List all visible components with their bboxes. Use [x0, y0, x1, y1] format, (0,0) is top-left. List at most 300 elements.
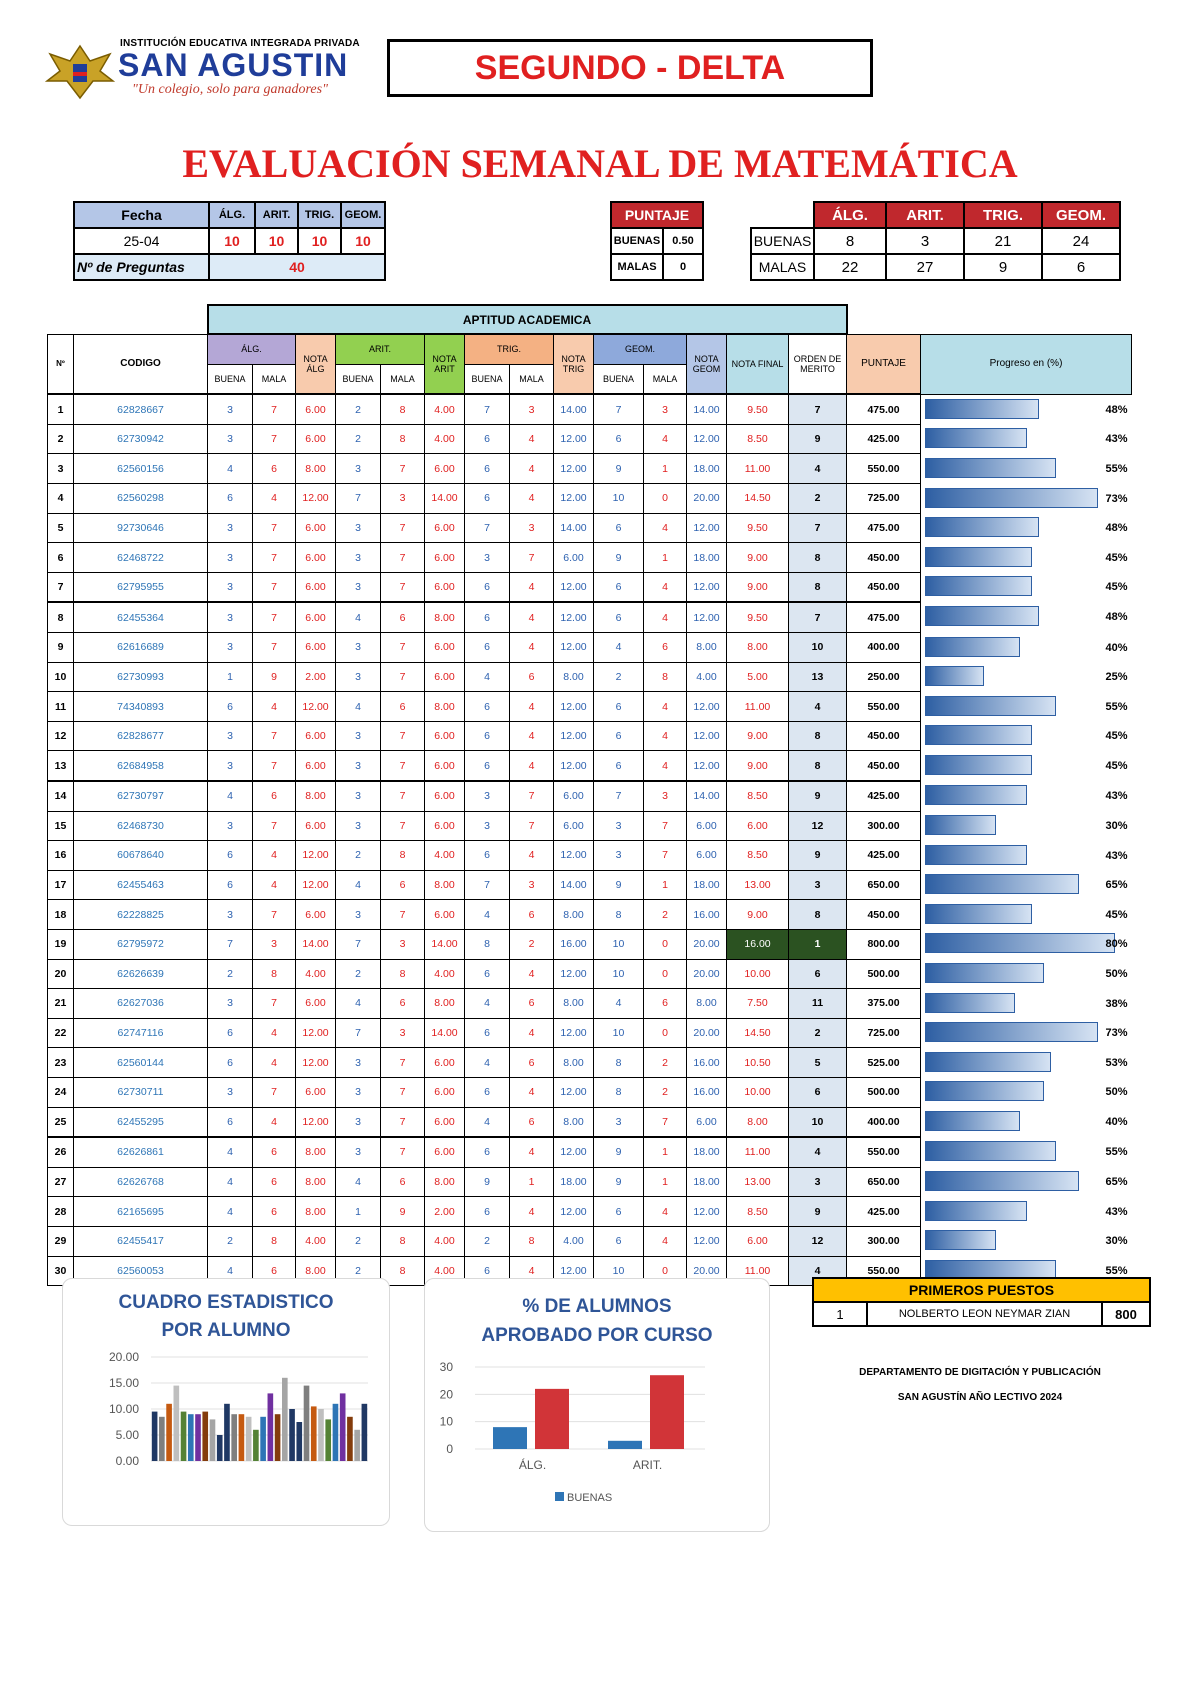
nota-final: 10.00 [727, 1077, 789, 1107]
nota-alg: 12.00 [296, 692, 336, 722]
row-index: 19 [48, 929, 74, 959]
nota-geom: 6.00 [687, 1107, 727, 1137]
y-tick-label: 20.00 [108, 1350, 139, 1364]
nota-geom: 20.00 [687, 1256, 727, 1286]
row-codigo: 62747116 [74, 1018, 208, 1048]
col-trig: TRIG. [465, 334, 554, 364]
nota-alg: 8.00 [296, 781, 336, 811]
geom-buena: 10 [594, 929, 644, 959]
nota-arit: 6.00 [425, 1048, 465, 1078]
nota-alg: 12.00 [296, 484, 336, 514]
y-tick-label: 0 [446, 1442, 453, 1456]
row-index: 8 [48, 602, 74, 632]
nota-final: 7.50 [727, 989, 789, 1019]
alg-mala: 8 [253, 959, 296, 989]
geom-mala: 4 [644, 1197, 687, 1227]
progress-bar [925, 963, 1044, 983]
trig-buena: 4 [465, 900, 510, 930]
puntaje: 475.00 [847, 513, 921, 543]
school-name: SAN AGUSTIN [118, 47, 349, 83]
row-index: 1 [48, 394, 74, 424]
geom-mala: 7 [644, 1107, 687, 1137]
row-index: 18 [48, 900, 74, 930]
progress-cell [921, 989, 1132, 1019]
sum-col-arit: ARIT. [886, 202, 964, 228]
progress-percent: 73% [1105, 492, 1128, 505]
orden-merito: 12 [789, 1226, 847, 1256]
student-bar [354, 1430, 360, 1461]
arit-mala: 7 [381, 454, 425, 484]
trig-mala: 2 [510, 929, 554, 959]
nota-trig: 12.00 [554, 484, 594, 514]
progress-bar [925, 845, 1027, 865]
geom-buena: 6 [594, 692, 644, 722]
legend-label: BUENAS [567, 1492, 613, 1504]
progress-cell [921, 870, 1132, 900]
alg-buena: 3 [208, 513, 253, 543]
nota-geom: 20.00 [687, 1018, 727, 1048]
nota-trig: 12.00 [554, 959, 594, 989]
alg-buena: 6 [208, 841, 253, 871]
nota-final: 8.50 [727, 781, 789, 811]
nota-trig: 6.00 [554, 543, 594, 573]
trig-mala: 4 [510, 454, 554, 484]
row-codigo: 62684958 [74, 751, 208, 781]
nota-trig: 4.00 [554, 1226, 594, 1256]
nota-trig: 12.00 [554, 1077, 594, 1107]
eagle-crest-icon [45, 36, 115, 106]
nota-geom: 16.00 [687, 900, 727, 930]
row-index: 2 [48, 424, 74, 454]
puntaje: 725.00 [847, 1018, 921, 1048]
arit-buena: 3 [336, 513, 381, 543]
nota-final: 14.50 [727, 484, 789, 514]
arit-buena: 7 [336, 929, 381, 959]
nota-final: 9.50 [727, 394, 789, 424]
nota-alg: 12.00 [296, 1018, 336, 1048]
geom-mala: 7 [644, 841, 687, 871]
geom-mala: 2 [644, 1048, 687, 1078]
orden-merito: 9 [789, 1197, 847, 1227]
nota-alg: 6.00 [296, 1077, 336, 1107]
row-index: 9 [48, 633, 74, 663]
row-index: 6 [48, 543, 74, 573]
sum-col-alg: ÁLG. [814, 202, 886, 228]
course-bar [493, 1427, 527, 1449]
trig-mala: 4 [510, 1256, 554, 1286]
table-row [48, 900, 1132, 930]
arit-mala: 7 [381, 662, 425, 692]
progress-bar [925, 755, 1032, 775]
alg-mala: 4 [253, 841, 296, 871]
nota-trig: 8.00 [554, 900, 594, 930]
alg-buena: 6 [208, 870, 253, 900]
sum-buenas-trig: 21 [964, 228, 1042, 254]
nota-arit: 6.00 [425, 721, 465, 751]
nota-alg: 6.00 [296, 513, 336, 543]
alg-mala: 7 [253, 1077, 296, 1107]
alg-mala: 7 [253, 602, 296, 632]
alg-buena: 3 [208, 989, 253, 1019]
alg-mala: 7 [253, 394, 296, 424]
progress-percent: 30% [1105, 820, 1128, 833]
info-col-alg: ÁLG. [209, 202, 255, 228]
orden-merito: 6 [789, 1077, 847, 1107]
arit-mala: 7 [381, 1048, 425, 1078]
nota-trig: 12.00 [554, 454, 594, 484]
orden-merito: 5 [789, 1048, 847, 1078]
alg-mala: 6 [253, 1256, 296, 1286]
progress-bar [925, 666, 984, 686]
progress-cell [921, 1137, 1132, 1167]
geom-buena: 2 [594, 662, 644, 692]
col-trig-buena: BUENA [465, 364, 510, 394]
nota-geom: 16.00 [687, 1077, 727, 1107]
orden-merito: 9 [789, 841, 847, 871]
arit-mala: 7 [381, 543, 425, 573]
nota-arit: 6.00 [425, 900, 465, 930]
top-places-table [812, 1277, 1151, 1327]
progress-cell [921, 929, 1132, 959]
arit-buena: 2 [336, 424, 381, 454]
trig-buena: 6 [465, 1256, 510, 1286]
nota-geom: 6.00 [687, 841, 727, 871]
student-bar [166, 1404, 172, 1461]
institution-name: INSTITUCIÓN EDUCATIVA INTEGRADA PRIVADA [120, 38, 360, 49]
chart-students-svg [63, 1343, 389, 1523]
progress-bar [925, 517, 1039, 537]
col-trig-mala: MALA [510, 364, 554, 394]
nota-final: 11.00 [727, 1137, 789, 1167]
row-index: 25 [48, 1107, 74, 1137]
arit-buena: 3 [336, 543, 381, 573]
nota-alg: 14.00 [296, 929, 336, 959]
nota-trig: 14.00 [554, 513, 594, 543]
table-row [48, 454, 1132, 484]
progress-percent: 73% [1105, 1027, 1128, 1040]
trig-mala: 4 [510, 841, 554, 871]
alg-mala: 9 [253, 662, 296, 692]
nota-trig: 12.00 [554, 1256, 594, 1286]
trig-buena: 6 [465, 1137, 510, 1167]
progress-percent: 25% [1105, 671, 1128, 684]
table-row [48, 602, 1132, 632]
alg-mala: 4 [253, 1048, 296, 1078]
alg-mala: 7 [253, 900, 296, 930]
nota-geom: 4.00 [687, 662, 727, 692]
y-tick-label: 20 [439, 1387, 453, 1402]
orden-merito: 13 [789, 662, 847, 692]
group-header: APTITUD ACADEMICA [208, 305, 847, 334]
trig-buena: 7 [465, 513, 510, 543]
nota-trig: 18.00 [554, 1167, 594, 1197]
nota-geom: 18.00 [687, 1167, 727, 1197]
row-index: 4 [48, 484, 74, 514]
progress-percent: 48% [1105, 611, 1128, 624]
trig-mala: 6 [510, 900, 554, 930]
row-codigo: 62795955 [74, 572, 208, 602]
nota-trig: 12.00 [554, 1018, 594, 1048]
orden-merito: 4 [789, 692, 847, 722]
section-title: SEGUNDO - DELTA [387, 39, 873, 97]
puntaje: 250.00 [847, 662, 921, 692]
progress-percent: 38% [1105, 997, 1128, 1010]
row-codigo: 74340893 [74, 692, 208, 722]
table-row [48, 572, 1132, 602]
geom-mala: 4 [644, 572, 687, 602]
sum-malas-geom: 6 [1042, 254, 1120, 280]
alg-buena: 2 [208, 1226, 253, 1256]
orden-merito: 9 [789, 424, 847, 454]
progress-bar [925, 904, 1032, 924]
orden-merito: 2 [789, 1018, 847, 1048]
arit-buena: 4 [336, 1167, 381, 1197]
row-codigo: 62560298 [74, 484, 208, 514]
nota-geom: 20.00 [687, 959, 727, 989]
table-row [48, 394, 1132, 424]
alg-buena: 3 [208, 394, 253, 424]
geom-mala: 0 [644, 1018, 687, 1048]
nota-geom: 20.00 [687, 929, 727, 959]
y-tick-label: 30 [439, 1360, 453, 1374]
progress-bar [925, 1052, 1051, 1072]
alg-mala: 6 [253, 1167, 296, 1197]
progress-cell [921, 454, 1132, 484]
trig-buena: 6 [465, 1018, 510, 1048]
arit-buena: 2 [336, 841, 381, 871]
row-codigo: 62730711 [74, 1077, 208, 1107]
row-index: 27 [48, 1167, 74, 1197]
col-nota-final: NOTA FINAL [727, 334, 789, 394]
progress-percent: 45% [1105, 581, 1128, 594]
puntaje: 475.00 [847, 602, 921, 632]
nota-final: 6.00 [727, 1226, 789, 1256]
arit-mala: 7 [381, 781, 425, 811]
nota-arit: 4.00 [425, 841, 465, 871]
nota-geom: 12.00 [687, 602, 727, 632]
nota-geom: 20.00 [687, 484, 727, 514]
student-bar [231, 1414, 237, 1461]
geom-buena: 9 [594, 1137, 644, 1167]
preguntas-value: 40 [209, 254, 385, 280]
trig-mala: 4 [510, 1077, 554, 1107]
geom-buena: 6 [594, 1226, 644, 1256]
nota-arit: 6.00 [425, 1077, 465, 1107]
arit-mala: 7 [381, 1077, 425, 1107]
arit-mala: 7 [381, 721, 425, 751]
puntaje: 725.00 [847, 484, 921, 514]
geom-buena: 8 [594, 900, 644, 930]
trig-buena: 6 [465, 602, 510, 632]
puntaje-malas-label: MALAS [611, 254, 663, 280]
puntaje: 300.00 [847, 811, 921, 841]
preguntas-label: Nº de Preguntas [74, 254, 209, 280]
orden-merito: 4 [789, 1256, 847, 1286]
row-codigo: 62560053 [74, 1256, 208, 1286]
row-codigo: 62560156 [74, 454, 208, 484]
nota-alg: 6.00 [296, 633, 336, 663]
arit-mala: 8 [381, 959, 425, 989]
progress-cell [921, 602, 1132, 632]
orden-merito: 7 [789, 394, 847, 424]
arit-buena: 3 [336, 1077, 381, 1107]
nota-geom: 12.00 [687, 751, 727, 781]
nota-trig: 14.00 [554, 870, 594, 900]
nota-final: 11.00 [727, 454, 789, 484]
orden-merito: 3 [789, 1167, 847, 1197]
col-geom-buena: BUENA [594, 364, 644, 394]
table-row [48, 484, 1132, 514]
col-nota-alg: NOTA ÁLG [296, 334, 336, 394]
progress-cell [921, 1167, 1132, 1197]
trig-buena: 8 [465, 929, 510, 959]
nota-arit: 6.00 [425, 633, 465, 663]
alg-buena: 6 [208, 1018, 253, 1048]
orden-merito: 8 [789, 751, 847, 781]
puntaje-buenas-label: BUENAS [611, 228, 663, 254]
alg-buena: 3 [208, 633, 253, 663]
nota-geom: 18.00 [687, 454, 727, 484]
geom-buena: 6 [594, 513, 644, 543]
course-bar [535, 1389, 569, 1449]
sum-col-geom: GEOM. [1042, 202, 1120, 228]
nota-arit: 4.00 [425, 1226, 465, 1256]
nota-trig: 12.00 [554, 602, 594, 632]
geom-buena: 9 [594, 543, 644, 573]
nota-arit: 6.00 [425, 751, 465, 781]
nota-final: 13.00 [727, 870, 789, 900]
nota-arit: 6.00 [425, 1137, 465, 1167]
student-bar [362, 1404, 368, 1461]
trig-buena: 6 [465, 454, 510, 484]
alg-buena: 3 [208, 751, 253, 781]
nota-arit: 6.00 [425, 811, 465, 841]
alg-mala: 4 [253, 870, 296, 900]
page-title: EVALUACIÓN SEMANAL DE MATEMÁTICA [182, 141, 1018, 186]
progress-cell [921, 781, 1132, 811]
trig-mala: 3 [510, 394, 554, 424]
sum-malas-label: MALAS [751, 254, 814, 280]
arit-buena: 3 [336, 751, 381, 781]
nota-final: 9.00 [727, 900, 789, 930]
puntaje: 400.00 [847, 1107, 921, 1137]
row-codigo: 60678640 [74, 841, 208, 871]
col-puntaje: PUNTAJE [847, 334, 921, 394]
puntaje: 475.00 [847, 394, 921, 424]
puntaje: 550.00 [847, 1256, 921, 1286]
nota-final: 9.50 [727, 513, 789, 543]
arit-mala: 7 [381, 1107, 425, 1137]
row-index: 22 [48, 1018, 74, 1048]
orden-merito: 7 [789, 513, 847, 543]
alg-mala: 7 [253, 572, 296, 602]
trig-buena: 7 [465, 394, 510, 424]
table-row [48, 1137, 1132, 1167]
x-tick-label: ARIT. [632, 1458, 663, 1472]
nota-final: 13.00 [727, 1167, 789, 1197]
geom-buena: 6 [594, 751, 644, 781]
nota-alg: 8.00 [296, 1256, 336, 1286]
col-alg-buena: BUENA [208, 364, 253, 394]
nota-alg: 12.00 [296, 841, 336, 871]
school-motto: "Un colegio, solo para ganadores" [132, 82, 328, 97]
geom-mala: 1 [644, 870, 687, 900]
table-row [48, 1197, 1132, 1227]
nota-arit: 6.00 [425, 572, 465, 602]
fecha-value: 25-04 [74, 228, 209, 254]
geom-mala: 1 [644, 1137, 687, 1167]
alg-buena: 4 [208, 1137, 253, 1167]
nota-final: 11.00 [727, 692, 789, 722]
nota-geom: 6.00 [687, 811, 727, 841]
arit-buena: 4 [336, 989, 381, 1019]
puntaje-title: PUNTAJE [611, 202, 703, 228]
geom-buena: 9 [594, 454, 644, 484]
nota-final: 16.00 [727, 929, 789, 959]
progress-percent: 80% [1105, 938, 1128, 951]
student-bar [253, 1430, 259, 1461]
nota-arit: 14.00 [425, 929, 465, 959]
row-index: 7 [48, 572, 74, 602]
progress-bar [925, 1171, 1079, 1191]
student-bar [239, 1414, 245, 1461]
count-trig: 10 [298, 228, 341, 254]
row-codigo: 62626861 [74, 1137, 208, 1167]
progress-cell [921, 900, 1132, 930]
y-tick-label: 10 [439, 1414, 453, 1429]
puntaje: 425.00 [847, 424, 921, 454]
progress-cell [921, 1048, 1132, 1078]
row-index: 28 [48, 1197, 74, 1227]
progress-percent: 55% [1105, 1146, 1128, 1159]
trig-buena: 3 [465, 811, 510, 841]
nota-arit: 4.00 [425, 394, 465, 424]
trig-mala: 4 [510, 1018, 554, 1048]
orden-merito: 2 [789, 484, 847, 514]
col-nota-arit: NOTA ARIT [425, 334, 465, 394]
geom-buena: 10 [594, 1018, 644, 1048]
geom-mala: 4 [644, 602, 687, 632]
progress-percent: 53% [1105, 1056, 1128, 1069]
alg-mala: 7 [253, 989, 296, 1019]
trig-buena: 3 [465, 543, 510, 573]
progress-cell [921, 811, 1132, 841]
orden-merito: 8 [789, 721, 847, 751]
trig-mala: 6 [510, 662, 554, 692]
progress-percent: 48% [1105, 403, 1128, 416]
geom-mala: 8 [644, 662, 687, 692]
nota-final: 8.00 [727, 1107, 789, 1137]
arit-mala: 7 [381, 751, 425, 781]
trig-buena: 4 [465, 989, 510, 1019]
progress-cell [921, 1197, 1132, 1227]
nota-trig: 12.00 [554, 692, 594, 722]
puntaje: 450.00 [847, 543, 921, 573]
trig-mala: 4 [510, 959, 554, 989]
sum-buenas-geom: 24 [1042, 228, 1120, 254]
puntaje-buenas-value: 0.50 [663, 228, 703, 254]
col-codigo: CODIGO [74, 334, 208, 394]
student-bar [181, 1412, 187, 1461]
student-bar [268, 1393, 274, 1461]
row-codigo: 62228825 [74, 900, 208, 930]
puntaje: 450.00 [847, 572, 921, 602]
row-index: 21 [48, 989, 74, 1019]
nota-arit: 6.00 [425, 781, 465, 811]
trig-mala: 6 [510, 1107, 554, 1137]
geom-buena: 3 [594, 1107, 644, 1137]
y-tick-label: 0.00 [115, 1454, 139, 1468]
